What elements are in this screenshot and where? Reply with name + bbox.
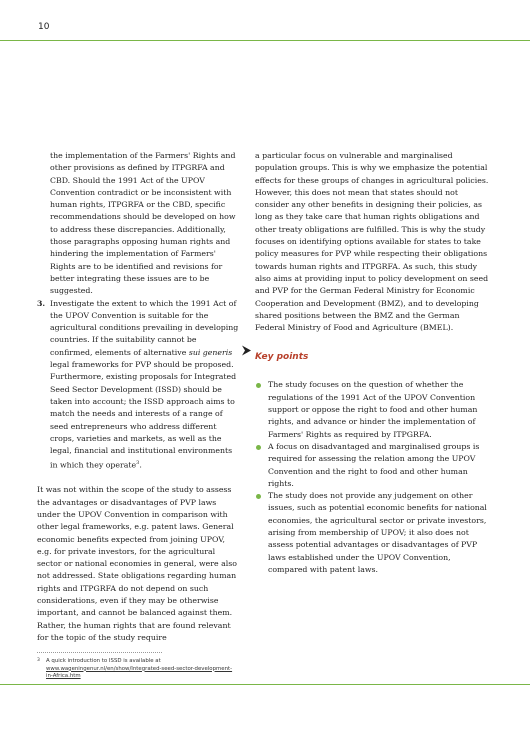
key-point-item xyxy=(255,441,492,490)
bullet-icon xyxy=(256,445,261,450)
footnote xyxy=(37,658,237,681)
bullet-icon xyxy=(256,383,261,388)
scope-paragraph: It was not within the scope of the study to assess the advantages or disadvantages of PVP laws under the UPOV Convention in comparison with other legal frameworks, e.g. patent laws. General economic benefits expected from joining UPOV, e.g. for private investors, for the agricultural sector or national economies in general, were also not addressed. State obligations regarding human rights and ITPGRFA do not depend on such considerations, even if they may be otherwise important, and cannot be balanced against them. Rather, the human rights that are found relevant for the topic of the study require xyxy=(37,485,237,642)
bullet-icon xyxy=(256,494,261,499)
list-item-italic: sui generis xyxy=(188,347,233,357)
footnote-reference[interactable]: 3 xyxy=(136,460,140,467)
footnote-text: A quick introduction to ISSD is available at xyxy=(46,658,161,664)
list-item-number: 3. xyxy=(37,298,46,308)
page-number: 10 xyxy=(38,22,50,32)
list-item-end: . xyxy=(139,461,142,471)
key-points-heading xyxy=(255,344,492,363)
continuation-paragraph: a particular focus on vulnerable and marginalised population groups. This is why we emphasize the potential effects for these groups of changes in agricultural policies. However, this does not mean that states should not consider any other benefits in designing their policies, as long as they take care that human rights obligations and other treaty obligations are fulfilled. This is why the study focuses on identifying options available for states to take policy measures for PVP while respecting their obligations towards human rights and ITPGRFA. As such, this study also aims at providing input to policy development on seed and PVP for the German Federal Ministry for Economic Cooperation and Development (BMZ), and to developing shared positions between the BMZ and the German Federal Ministry of Food and Agriculture (BMEL). xyxy=(255,151,489,333)
list-item-text-1: Investigate the extent to which the 1991 Act of the UPOV Convention is suitable for the agricultural conditions prevailing in developing countries. If the suitability cannot be confirmed, elements of alternative xyxy=(50,298,239,357)
key-point-text: The study does not provide any judgement on other issues, such as potential economic benefits for national economies, the agricultural sector or private investors, arising from membership of UPOV; it also does not assess potential advantages or disadvantages of PVP laws established under the UPOV Convention, compared with patent laws. xyxy=(268,491,487,574)
footnote-divider xyxy=(37,652,162,653)
key-points-title: Key points xyxy=(255,352,309,363)
left-column xyxy=(37,150,239,644)
key-point-item xyxy=(255,490,492,576)
footnote-link[interactable]: www.wageningenur.nl/en/show/Integrated-seed-sector-development-in-Africa.htm xyxy=(46,665,233,680)
key-points-list xyxy=(255,379,492,576)
chevron-right-icon xyxy=(241,345,252,356)
list-item-3 xyxy=(37,298,239,473)
footnote-marker: 3 xyxy=(37,658,40,663)
intro-paragraph: the implementation of the Farmers' Rights and other provisions as defined by ITPGRFA and CBD. Should the 1991 Act of the UPOV Convention contradict or be inconsistent with human rights, ITPGRFA or the CBD, specific recommendations should be developed on how to address these discrepancies. Additionally, those paragraphs opposing human rights and hindering the implementation of Farmers' Rights are to be identified and revisions for better integrating these issues are to be suggested. xyxy=(50,151,236,296)
footer-rule xyxy=(0,684,530,685)
right-column xyxy=(255,150,492,576)
list-item-text-2: legal frameworks for PVP should be proposed. Furthermore, existing proposals for Integrated Seed Sector Development (ISSD) should be taken into account; the ISSD approach aims to match the needs and interests of a range of seed entrepreneurs who address different crops, varieties and markets, as well as the legal, financial and institutional environments in which they operate xyxy=(50,360,237,471)
key-point-text: A focus on disadvantaged and marginalised groups is required for assessing the relation among the UPOV Convention and the right to food and other human rights. xyxy=(268,441,480,488)
header-rule xyxy=(0,40,530,41)
key-point-text: The study focuses on the question of whether the regulations of the 1991 Act of the UPOV Convention support or oppose the right to food and other human rights, and advance or hinder the implementation of Farmers' Rights as required by ITPGRFA. xyxy=(268,380,478,439)
key-point-item xyxy=(255,379,492,440)
